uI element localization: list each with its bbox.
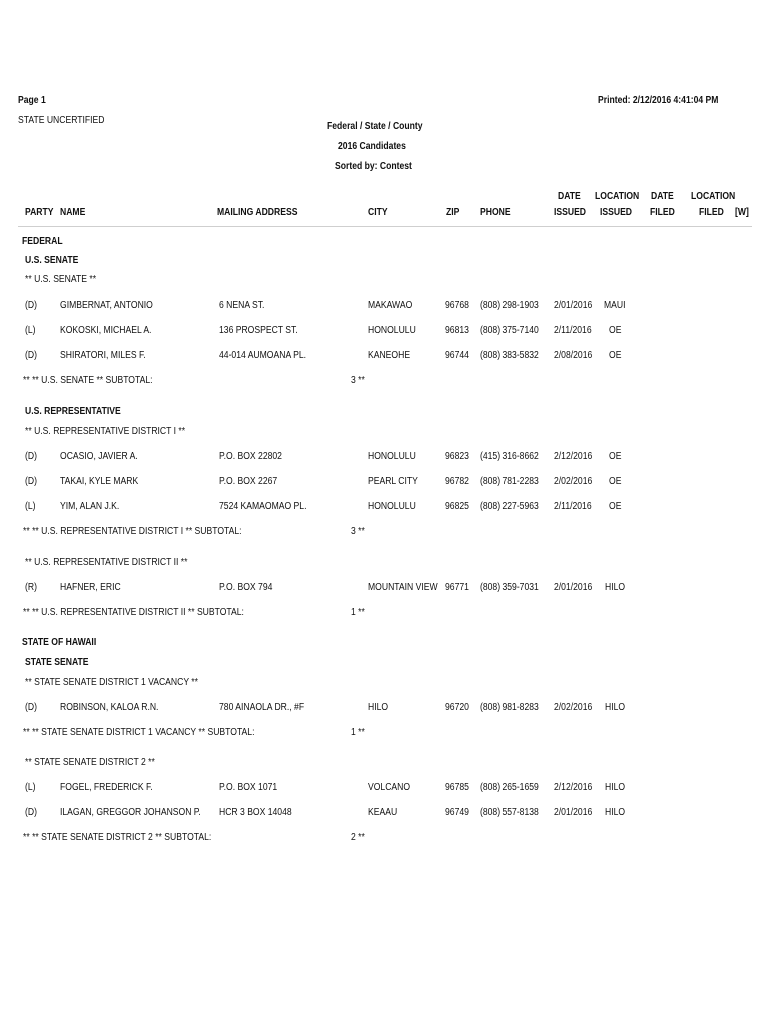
row-city: MAKAWAO (368, 300, 413, 311)
contest-category: U.S. REPRESENTATIVE (25, 406, 121, 417)
row-name: SHIRATORI, MILES F. (60, 350, 146, 361)
subtotal-value: 3 ** (351, 526, 365, 537)
row-party: (D) (25, 350, 37, 361)
row-party: (L) (25, 782, 36, 793)
row-phone: (808) 375-7140 (480, 325, 539, 336)
row-date-issued: 2/01/2016 (554, 807, 593, 818)
contest-label: ** U.S. SENATE ** (25, 274, 97, 285)
contest-category: STATE SENATE (25, 657, 89, 668)
printed-timestamp: Printed: 2/12/2016 4:41:04 PM (598, 95, 719, 106)
row-date-issued: 2/11/2016 (554, 325, 592, 336)
col-date-filed-2: FILED (650, 207, 675, 218)
row-party: (D) (25, 476, 37, 487)
row-zip: 96768 (445, 300, 469, 311)
row-address: 6 NENA ST. (219, 300, 265, 311)
contest-label: ** U.S. REPRESENTATIVE DISTRICT II ** (25, 557, 188, 568)
subtotal-label: ** ** U.S. REPRESENTATIVE DISTRICT II ** SUBTOTAL: (23, 607, 244, 618)
row-name: FOGEL, FREDERICK F. (60, 782, 153, 793)
row-phone: (808) 298-1903 (480, 300, 539, 311)
col-location-filed-2: FILED (699, 207, 724, 218)
row-city: HONOLULU (368, 325, 416, 336)
subtotal-value: 2 ** (351, 832, 365, 843)
row-city: KEAAU (368, 807, 398, 818)
row-date-issued: 2/11/2016 (554, 501, 592, 512)
col-location-issued-2: ISSUED (600, 207, 633, 218)
row-date-issued: 2/12/2016 (554, 451, 593, 462)
subtotal-label: ** ** STATE SENATE DISTRICT 1 VACANCY ** SUBTOTAL: (23, 727, 255, 738)
row-zip: 96749 (445, 807, 469, 818)
section-heading: STATE OF HAWAII (22, 637, 97, 648)
col-name: NAME (60, 207, 86, 218)
row-zip: 96771 (445, 582, 469, 593)
row-zip: 96823 (445, 451, 469, 462)
row-location-issued: OE (609, 350, 622, 361)
col-phone: PHONE (480, 207, 511, 218)
col-party: PARTY (25, 207, 54, 218)
subtotal-value: 1 ** (351, 727, 365, 738)
row-phone: (808) 359-7031 (480, 582, 539, 593)
subtotal-label: ** ** U.S. SENATE ** SUBTOTAL: (23, 375, 153, 386)
row-location-issued: MAUI (604, 300, 626, 311)
row-phone: (808) 981-8283 (480, 702, 539, 713)
contest-label: ** U.S. REPRESENTATIVE DISTRICT I ** (25, 426, 186, 437)
row-phone: (808) 227-5963 (480, 501, 539, 512)
row-location-issued: HILO (605, 582, 626, 593)
row-city: HILO (368, 702, 389, 713)
row-address: 780 AINAOLA DR., #F (219, 702, 305, 713)
row-name: TAKAI, KYLE MARK (60, 476, 139, 487)
row-city: HONOLULU (368, 451, 416, 462)
col-date-filed-1: DATE (651, 191, 674, 202)
row-location-issued: HILO (605, 702, 626, 713)
col-city: CITY (368, 207, 388, 218)
row-name: YIM, ALAN J.K. (60, 501, 120, 512)
page-number: Page 1 (18, 95, 46, 106)
row-address: P.O. BOX 2267 (219, 476, 278, 487)
subtotal-label: ** ** STATE SENATE DISTRICT 2 ** SUBTOTAL: (23, 832, 212, 843)
row-location-issued: HILO (605, 807, 626, 818)
row-phone: (415) 316-8662 (480, 451, 539, 462)
row-city: VOLCANO (368, 782, 411, 793)
col-write-in: [W] (735, 207, 749, 218)
col-date-issued-1: DATE (558, 191, 581, 202)
subtotal-value: 1 ** (351, 607, 365, 618)
header-divider (18, 226, 752, 227)
row-zip: 96785 (445, 782, 469, 793)
row-location-issued: OE (609, 325, 622, 336)
certification-status: STATE UNCERTIFIED (18, 115, 105, 126)
row-name: ILAGAN, GREGGOR JOHANSON P. (60, 807, 201, 818)
row-location-issued: HILO (605, 782, 626, 793)
row-address: P.O. BOX 22802 (219, 451, 282, 462)
row-date-issued: 2/02/2016 (554, 702, 593, 713)
row-date-issued: 2/12/2016 (554, 782, 593, 793)
row-party: (R) (25, 582, 37, 593)
row-zip: 96813 (445, 325, 469, 336)
row-party: (D) (25, 300, 37, 311)
row-date-issued: 2/08/2016 (554, 350, 593, 361)
section-heading: FEDERAL (22, 236, 63, 247)
row-phone: (808) 781-2283 (480, 476, 539, 487)
row-city: MOUNTAIN VIEW (368, 582, 438, 593)
row-address: P.O. BOX 1071 (219, 782, 278, 793)
subtotal-label: ** ** U.S. REPRESENTATIVE DISTRICT I ** SUBTOTAL: (23, 526, 242, 537)
row-name: GIMBERNAT, ANTONIO (60, 300, 153, 311)
col-location-filed-1: LOCATION (691, 191, 736, 202)
row-phone: (808) 557-8138 (480, 807, 539, 818)
row-city: PEARL CITY (368, 476, 418, 487)
col-location-issued-1: LOCATION (595, 191, 640, 202)
row-date-issued: 2/02/2016 (554, 476, 593, 487)
row-party: (L) (25, 325, 36, 336)
report-title: Federal / State / County (327, 121, 423, 132)
row-phone: (808) 265-1659 (480, 782, 539, 793)
row-address: 136 PROSPECT ST. (219, 325, 298, 336)
row-party: (D) (25, 451, 37, 462)
row-location-issued: OE (609, 451, 622, 462)
contest-label: ** STATE SENATE DISTRICT 2 ** (25, 757, 155, 768)
report-sort: Sorted by: Contest (335, 161, 412, 172)
row-zip: 96782 (445, 476, 469, 487)
row-party: (L) (25, 501, 36, 512)
col-date-issued-2: ISSUED (554, 207, 587, 218)
row-city: HONOLULU (368, 501, 416, 512)
row-name: OCASIO, JAVIER A. (60, 451, 138, 462)
col-zip: ZIP (446, 207, 460, 218)
row-city: KANEOHE (368, 350, 411, 361)
row-date-issued: 2/01/2016 (554, 582, 593, 593)
row-address: 7524 KAMAOMAO PL. (219, 501, 307, 512)
row-location-issued: OE (609, 501, 622, 512)
row-party: (D) (25, 807, 37, 818)
row-location-issued: OE (609, 476, 622, 487)
row-date-issued: 2/01/2016 (554, 300, 593, 311)
row-address: 44-014 AUMOANA PL. (219, 350, 307, 361)
row-party: (D) (25, 702, 37, 713)
contest-category: U.S. SENATE (25, 255, 79, 266)
row-name: ROBINSON, KALOA R.N. (60, 702, 159, 713)
row-address: P.O. BOX 794 (219, 582, 273, 593)
contest-label: ** STATE SENATE DISTRICT 1 VACANCY ** (25, 677, 199, 688)
row-name: KOKOSKI, MICHAEL A. (60, 325, 152, 336)
row-address: HCR 3 BOX 14048 (219, 807, 292, 818)
col-mailing-address: MAILING ADDRESS (217, 207, 298, 218)
row-name: HAFNER, ERIC (60, 582, 121, 593)
subtotal-value: 3 ** (351, 375, 365, 386)
row-zip: 96825 (445, 501, 469, 512)
row-zip: 96720 (445, 702, 469, 713)
row-zip: 96744 (445, 350, 469, 361)
row-phone: (808) 383-5832 (480, 350, 539, 361)
report-subtitle: 2016 Candidates (338, 141, 406, 152)
